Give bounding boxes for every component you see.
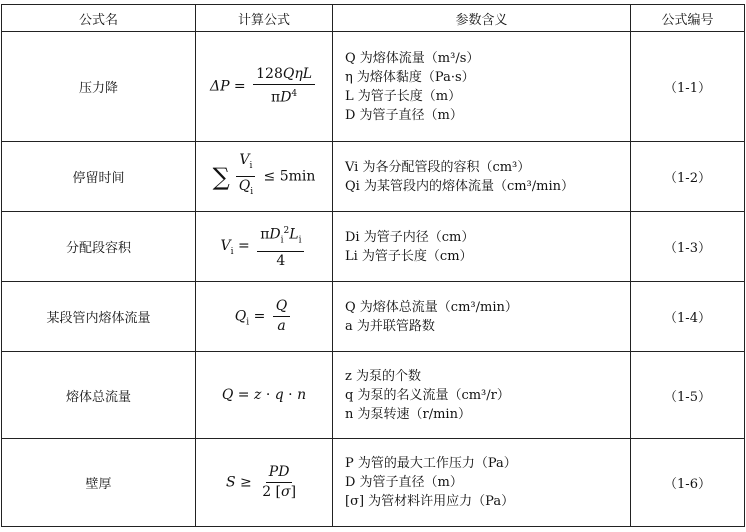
parameter-item: Qi 为某管段内的熔体流量（cm³/min） [345, 178, 575, 194]
table-row [2, 212, 745, 282]
table-row [2, 32, 745, 142]
header-formula-name: 公式名 [2, 5, 196, 32]
parameter-list [333, 142, 631, 212]
parameter-list [333, 212, 631, 282]
formula-name: 某段管内熔体流量 [2, 282, 196, 352]
formula-segment-flow: $Q_i$ = $\frac{Q}{a}$ [196, 282, 333, 352]
parameter-item: [σ] 为管材料许用应力（Pa） [345, 494, 515, 509]
formula-name: 壁厚 [2, 439, 196, 527]
formula-number: （1-6） [631, 439, 745, 527]
parameter-item: D 为管子直径（m） [345, 475, 463, 490]
table-row [2, 282, 745, 352]
parameter-item: q 为泵的名义流量（cm³/r） [345, 387, 510, 403]
parameter-item: D 为管子直径（m） [345, 107, 463, 123]
header-row [2, 5, 745, 32]
parameter-item: Q 为熔体总流量（cm³/min） [345, 299, 518, 315]
parameter-list [333, 282, 631, 352]
parameter-item: P 为管的最大工作压力（Pa） [345, 456, 517, 471]
formula-residence-time: ∑ $\frac{V_i}{Q_i}$ ≤ 5min [196, 142, 333, 212]
formula-number: （1-3） [631, 212, 745, 282]
parameter-item: z 为泵的个数 [345, 368, 421, 384]
parameter-list [333, 439, 631, 527]
formula-wall-thickness: S ≥ $\frac{PD}{2 [\sigma]}$ [196, 439, 333, 527]
formula-number: （1-4） [631, 282, 745, 352]
formula-name: 停留时间 [2, 142, 196, 212]
parameter-item: η 为熔体黏度（Pa·s） [345, 69, 475, 85]
parameter-item: a 为并联管路数 [345, 318, 435, 334]
parameter-item: Vi 为各分配管段的容积（cm³） [345, 159, 531, 175]
table-row [2, 142, 745, 212]
header-formula-number: 公式编号 [631, 5, 745, 32]
formula-name: 熔体总流量 [2, 352, 196, 439]
table-row [2, 352, 745, 439]
formula-name: 分配段容积 [2, 212, 196, 282]
formula-number: （1-2） [631, 142, 745, 212]
parameter-item: Q 为熔体流量（m³/s） [345, 50, 480, 66]
formula-pressure-drop: ΔP = $\frac{\text{128QηL}}{\pi D^4}$ [196, 32, 333, 142]
header-parameters: 参数含义 [333, 5, 631, 32]
header-formula: 计算公式 [196, 5, 333, 32]
formula-total-flow: Q = z · q · n [196, 352, 333, 439]
formula-segment-volume: $V_i$ = $\frac{\pi D_i^2L_i}{4}$ [196, 212, 333, 282]
formula-number: （1-5） [631, 352, 745, 439]
parameter-list [333, 32, 631, 142]
formula-name: 压力降 [2, 32, 196, 142]
formula-number: （1-1） [631, 32, 745, 142]
table-row [2, 439, 745, 527]
parameter-item: Di 为管子内径（cm） [345, 229, 475, 245]
parameter-item: Li 为管子长度（cm） [345, 248, 473, 264]
parameter-item: L 为管子长度（m） [345, 88, 462, 104]
parameter-list [333, 352, 631, 439]
formula-table [1, 4, 745, 527]
parameter-item: n 为泵转速（r/min） [345, 406, 471, 422]
